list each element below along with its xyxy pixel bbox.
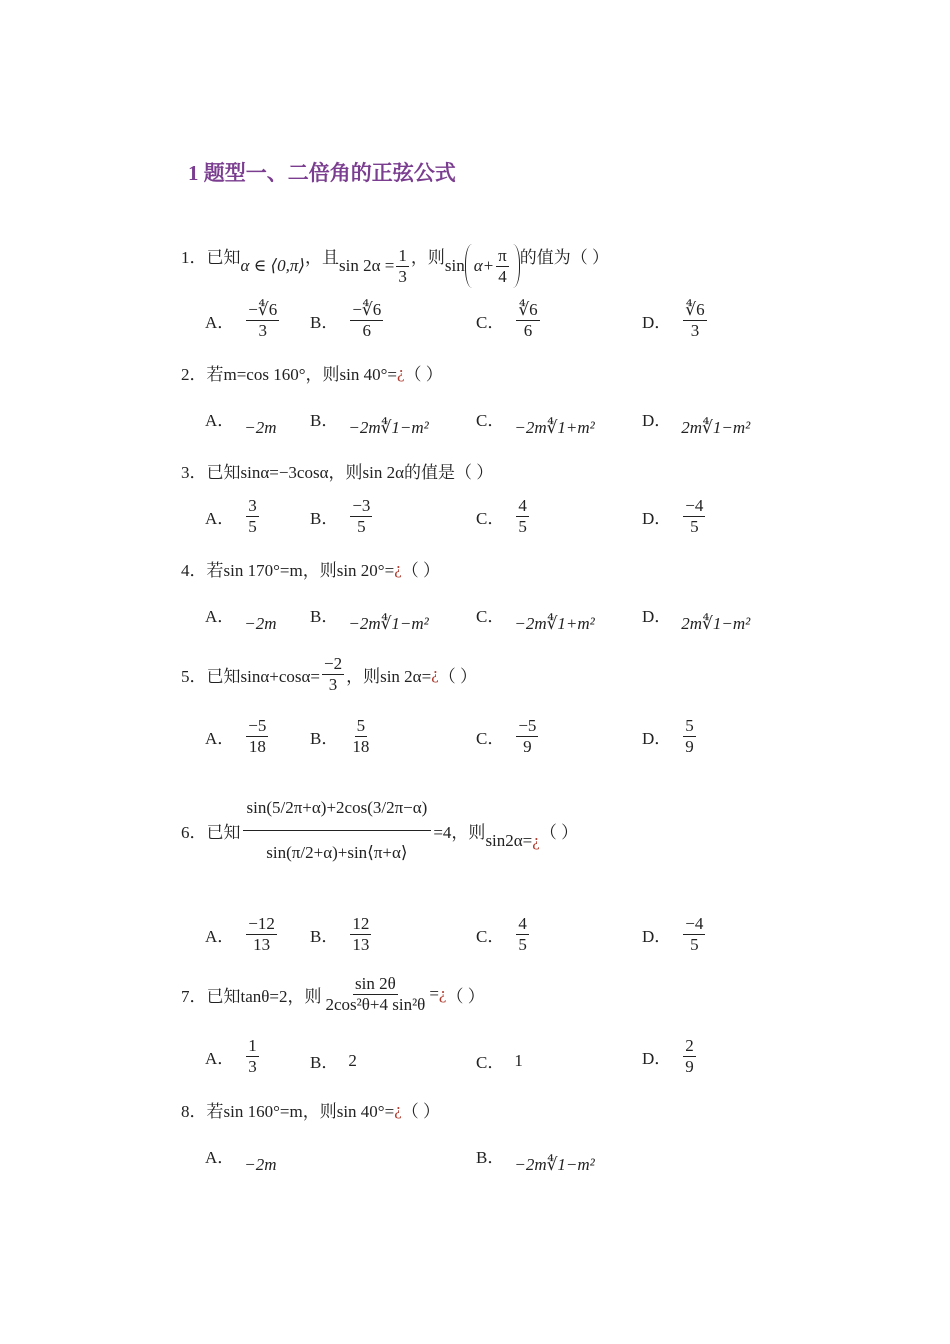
option-den: 18 [248, 736, 266, 756]
q2-tail: （ ） [404, 365, 443, 384]
option-value: −2m [244, 418, 277, 437]
option-num: −4 [685, 914, 704, 933]
option-label: C． [476, 410, 505, 430]
q5-option-c[interactable] [476, 716, 540, 756]
q6-bottom: sin(π/2+α)+sin⟨π+α⟩ [266, 842, 408, 862]
option-label: D． [642, 606, 672, 626]
option-label: D． [642, 312, 672, 332]
option-value: −2m∜1+m² [514, 614, 595, 633]
q7-frac-den: 2cos²θ+4 sin²θ [325, 994, 426, 1014]
option-fraction [683, 716, 696, 756]
option-fraction [350, 914, 371, 954]
option-label: A． [205, 312, 235, 332]
option-num: −∜6 [248, 300, 278, 319]
option-label: B． [476, 1147, 505, 1167]
option-value: −2m∜1−m² [348, 614, 429, 633]
q1-option-d[interactable] [642, 300, 709, 340]
option-value: 2m∜1−m² [681, 614, 751, 633]
option-value: −2m∜1−m² [348, 418, 429, 437]
q1-option-a[interactable] [205, 300, 281, 340]
question-4 [181, 556, 440, 581]
option-num: −4 [685, 496, 704, 515]
q7-option-d[interactable] [642, 1036, 698, 1076]
option-num: −∜6 [352, 300, 382, 319]
q6-text1: 已知 [206, 822, 241, 842]
q6-option-c[interactable] [476, 914, 531, 954]
q1-text2: ，且 [305, 247, 340, 267]
q2-option-a[interactable] [205, 398, 277, 438]
question-3 [181, 458, 493, 483]
q6-top: sin(5/2π+α)+2cos(3/2π−α) [243, 786, 432, 831]
option-label: A． [205, 926, 235, 946]
option-fraction [350, 716, 371, 756]
option-label: C． [476, 1053, 505, 1072]
q5-text2: ，则sin 2α= [346, 666, 432, 686]
q8-text: 若sin 160°=m，则sin 40°= [206, 1102, 395, 1121]
q4-option-d[interactable] [642, 594, 750, 634]
question-1 [181, 222, 609, 288]
option-label: B． [310, 508, 339, 528]
option-num: −5 [518, 716, 537, 735]
q6-option-a[interactable] [205, 914, 279, 954]
option-num: 4 [518, 914, 527, 933]
q1-paren [465, 244, 520, 288]
option-label: C． [476, 312, 505, 332]
option-den: 5 [357, 516, 366, 536]
q4-option-a[interactable] [205, 594, 277, 634]
option-fraction [246, 496, 259, 536]
q1-text3: ，则 [410, 247, 445, 267]
option-label: C． [476, 728, 505, 748]
q8-number: 8． [181, 1102, 207, 1121]
option-label: D． [642, 410, 672, 430]
option-num: 1 [248, 1036, 257, 1055]
option-label: D． [642, 728, 672, 748]
option-den: 13 [352, 934, 370, 954]
option-den: 9 [685, 1056, 694, 1076]
q1-pi-frac [496, 246, 509, 286]
q1-number: 1． [181, 247, 207, 267]
option-fraction [516, 496, 529, 536]
option-label: A． [205, 606, 235, 626]
q2-mark: ¿ [397, 362, 405, 382]
option-fraction [246, 716, 268, 756]
q5-tail: （ ） [438, 666, 477, 686]
option-label: C． [476, 606, 505, 626]
option-den: 3 [248, 1056, 257, 1076]
q5-option-b[interactable] [310, 716, 373, 756]
q7-option-a[interactable] [205, 1036, 261, 1076]
question-7 [181, 974, 485, 1014]
option-den: 5 [690, 516, 699, 536]
q4-option-b[interactable] [310, 594, 429, 634]
option-label: B． [310, 728, 339, 748]
q2-option-d[interactable] [642, 398, 750, 438]
q1-inner: α+ [473, 256, 495, 275]
option-label: B． [310, 410, 339, 430]
option-fraction [350, 300, 383, 340]
q6-tail: （ ） [539, 822, 579, 842]
q5-frac-den: 3 [328, 674, 338, 694]
q3-option-b[interactable] [310, 496, 374, 536]
q6-option-d[interactable] [642, 914, 707, 954]
option-num: ∜6 [685, 300, 705, 319]
q6-number: 6． [181, 822, 207, 842]
option-den: 9 [685, 736, 694, 756]
option-den: 6 [523, 320, 533, 340]
option-fraction [246, 1036, 259, 1076]
q6-big-fraction [243, 786, 432, 874]
q7-option-c[interactable] [476, 1048, 523, 1073]
option-label: B． [310, 1053, 339, 1072]
q4-number: 4． [181, 561, 207, 580]
option-den: 5 [690, 934, 699, 954]
option-den: 5 [518, 934, 527, 954]
option-label: B． [310, 312, 339, 332]
option-fraction [246, 300, 279, 340]
q6-eq: =4，则 [433, 822, 486, 842]
option-label: B． [310, 606, 339, 626]
question-5 [181, 654, 477, 694]
q2-option-c[interactable] [476, 398, 595, 438]
option-label: A． [205, 1147, 235, 1167]
option-value: −2m∜1+m² [514, 418, 595, 437]
option-value: −2m∜1−m² [514, 1155, 595, 1174]
q3-option-c[interactable] [476, 496, 531, 536]
option-den: 18 [352, 736, 370, 756]
q7-tail: （ ） [446, 986, 485, 1006]
q1-fraction [396, 246, 409, 286]
q5-option-a[interactable] [205, 716, 270, 756]
q7-number: 7． [181, 986, 207, 1006]
option-label: A． [205, 410, 235, 430]
option-num: 3 [248, 496, 257, 515]
q6-option-b[interactable] [310, 914, 373, 954]
q1-sin2a: sin 2α = [339, 256, 395, 275]
q5-number: 5． [181, 666, 207, 686]
option-fraction [516, 914, 529, 954]
q5-text1: 已知sinα+cosα= [206, 666, 320, 686]
q5-mark: ¿ [431, 664, 439, 684]
q6-sin2a: sin2α= [485, 831, 533, 851]
q1-frac-den: 3 [398, 266, 407, 286]
q4-mark: ¿ [394, 558, 402, 578]
q1-condition: α ∈ ⟨0,π⟩ [240, 256, 306, 275]
q7-eq: = [429, 984, 439, 1004]
q8-mark: ¿ [394, 1099, 402, 1119]
q2-number: 2． [181, 365, 207, 384]
q5-frac-num: −2 [324, 654, 343, 673]
q1-four: 4 [498, 266, 507, 286]
q1-frac-num: 1 [398, 245, 407, 265]
q7-option-b[interactable] [310, 1048, 357, 1073]
option-num: −3 [352, 496, 371, 515]
option-label: D． [642, 1048, 672, 1068]
option-label: A． [205, 508, 235, 528]
q2-text: 若m=cos 160°，则sin 40°= [206, 365, 397, 384]
option-den: 3 [258, 320, 267, 340]
option-num: 2 [685, 1036, 694, 1055]
q8-option-a[interactable] [205, 1135, 277, 1175]
q8-option-b[interactable] [476, 1135, 595, 1175]
q1-text1: 已知 [206, 247, 241, 267]
q1-text4: 的值为（ ） [519, 247, 609, 267]
q1-option-b[interactable] [310, 300, 385, 340]
option-label: D． [642, 508, 672, 528]
option-den: 5 [248, 516, 257, 536]
option-label: A． [205, 1048, 235, 1068]
q3-number: 3． [181, 463, 207, 482]
q6-mark: ¿ [532, 831, 540, 851]
q5-option-d[interactable] [642, 716, 698, 756]
q7-text1: 已知tanθ=2，则 [206, 986, 322, 1006]
q7-fraction [324, 974, 428, 1014]
option-fraction [683, 1036, 696, 1076]
option-den: 6 [362, 320, 372, 340]
q3-option-a[interactable] [205, 496, 261, 536]
option-label: C． [476, 508, 505, 528]
option-den: 9 [523, 736, 532, 756]
option-label: B． [310, 926, 339, 946]
q8-tail: （ ） [401, 1102, 440, 1121]
option-den: 3 [690, 320, 700, 340]
option-num: −12 [248, 914, 275, 933]
option-fraction [683, 300, 706, 340]
option-fraction [246, 914, 277, 954]
option-label: D． [642, 926, 672, 946]
q1-sin: sin [444, 256, 465, 275]
option-den: 13 [253, 934, 271, 954]
option-num: ∜6 [518, 300, 538, 319]
option-value: −2m [244, 1155, 277, 1174]
option-num: 5 [685, 716, 694, 735]
q7-frac-num: sin 2θ [355, 974, 396, 993]
option-value: 1 [514, 1050, 523, 1070]
option-den: 5 [518, 516, 527, 536]
q4-option-c[interactable] [476, 594, 595, 634]
option-label: C． [476, 926, 505, 946]
section-heading: 1 题型一、二倍角的正弦公式 [188, 161, 456, 185]
option-label: A． [205, 728, 235, 748]
q1-option-c[interactable] [476, 300, 542, 340]
option-fraction [350, 496, 372, 536]
option-fraction [683, 496, 705, 536]
question-6 [181, 786, 578, 874]
q7-mark: ¿ [438, 984, 447, 1004]
q5-fraction [322, 654, 344, 694]
q3-text: 已知sinα=−3cosα，则sin 2α的值是（ ） [206, 463, 494, 482]
q3-option-d[interactable] [642, 496, 707, 536]
option-num: 5 [356, 716, 366, 735]
option-value: 2m∜1−m² [681, 418, 751, 437]
q2-option-b[interactable] [310, 398, 429, 438]
question-8 [181, 1097, 440, 1122]
option-num: 12 [352, 914, 370, 933]
option-num: 4 [518, 496, 527, 515]
option-fraction [683, 914, 705, 954]
q1-pi: π [498, 245, 507, 265]
option-fraction [516, 300, 539, 340]
option-value: 2 [348, 1050, 357, 1070]
q4-text: 若sin 170°=m，则sin 20°= [206, 561, 395, 580]
question-2 [181, 360, 443, 385]
option-fraction [516, 716, 538, 756]
option-value: −2m [244, 614, 277, 633]
q4-tail: （ ） [401, 561, 440, 580]
option-num: −5 [248, 716, 267, 735]
